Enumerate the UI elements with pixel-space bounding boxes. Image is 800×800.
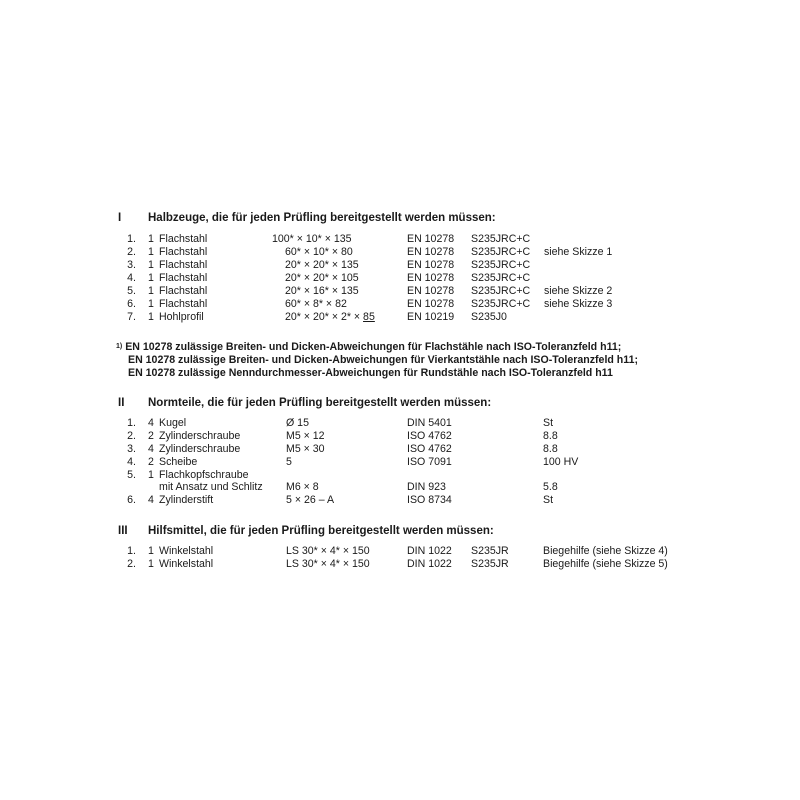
row-quantity: 1 (148, 259, 154, 271)
row-number: 2. (127, 430, 136, 442)
section-2-title: Normteile, die für jeden Prüfling bereitgestellt werden müssen: (148, 397, 492, 409)
row-number: 6. (127, 298, 136, 310)
table-row (0, 558, 800, 571)
row-note: siehe Skizze 2 (544, 285, 613, 297)
row-norm: ISO 4762 (407, 430, 452, 442)
row-name: Zylinderschraube (159, 443, 241, 455)
row-dimension-main: 20* × 20* × 2* × (285, 311, 364, 323)
row-norm: EN 10278 (407, 233, 455, 245)
row-quantity: 1 (148, 298, 154, 310)
row-norm: EN 10278 (407, 298, 455, 310)
footnote-line-2: EN 10278 zulässige Breiten- und Dicken-Abweichungen für Vierkantstähle nach ISO-Toleranzfeld h11; (128, 354, 639, 366)
table-row (0, 481, 800, 494)
row-material: S235JRC+C (471, 259, 531, 271)
row-norm: DIN 1022 (407, 545, 452, 557)
table-row (0, 456, 800, 469)
row-dimension-underlined: 85 (363, 311, 375, 323)
row-norm: EN 10278 (407, 285, 455, 297)
row-grade: 8.8 (543, 430, 558, 442)
row-number: 3. (127, 259, 136, 271)
row-norm: DIN 1022 (407, 558, 452, 570)
row-quantity: 1 (148, 311, 154, 323)
row-dimension: 5 × 26 – A (286, 494, 335, 506)
row-name: Flachstahl (159, 233, 208, 245)
section-1-number: I (118, 212, 122, 224)
row-note: siehe Skizze 1 (544, 246, 613, 258)
table-row (0, 545, 800, 558)
row-dimension: 60* × 8* × 82 (285, 298, 347, 310)
row-name: Hohlprofil (159, 311, 204, 323)
row-number: 5. (127, 469, 136, 481)
row-material: S235JR (471, 545, 509, 557)
row-name: Flachstahl (159, 246, 208, 258)
row-number: 1. (127, 545, 136, 557)
section-1-heading (118, 212, 496, 224)
row-name: Winkelstahl (159, 558, 214, 570)
footnote-mark: 1) (116, 343, 123, 350)
row-quantity: 4 (148, 417, 154, 429)
row-material: S235JRC+C (471, 298, 531, 310)
row-material: S235JR (471, 558, 509, 570)
row-dimension: LS 30* × 4* × 150 (286, 545, 370, 557)
row-note: Biegehilfe (siehe Skizze 4) (543, 545, 668, 557)
row-quantity: 4 (148, 494, 154, 506)
row-name: Zylinderstift (159, 494, 214, 506)
row-name: Scheibe (159, 456, 198, 468)
row-material: S235JRC+C (471, 285, 531, 297)
row-number: 2. (127, 558, 136, 570)
footnote-line-3: EN 10278 zulässige Nenndurchmesser-Abweichungen für Rundstähle nach ISO-Toleranzfeld h11 (128, 367, 613, 379)
row-grade: St (543, 494, 554, 506)
row-norm: EN 10219 (407, 311, 455, 323)
row-name: Flachkopfschraube (159, 469, 249, 481)
row-name: Winkelstahl (159, 545, 214, 557)
row-name-continued: mit Ansatz und Schlitz (159, 481, 263, 493)
table-row (0, 233, 800, 246)
table-row (0, 494, 800, 507)
row-number: 5. (127, 285, 136, 297)
section-3-title: Hilfsmittel, die für jeden Prüfling bereitgestellt werden müssen: (148, 525, 494, 537)
row-name: Kugel (159, 417, 187, 429)
row-dimension: Ø 15 (286, 417, 309, 429)
footnote-text-1: EN 10278 zulässige Breiten- und Dicken-Abweichungen für Flachstähle nach ISO-Toleranzfeld h11; (125, 341, 622, 353)
row-number: 7. (127, 311, 136, 323)
table-row (0, 417, 800, 430)
section-3-heading (118, 525, 494, 537)
section-2-number: II (118, 397, 125, 409)
section-3-number: III (118, 525, 128, 537)
row-dimension: 20* × 20* × 135 (285, 259, 359, 271)
row-dimension: M5 × 12 (286, 430, 325, 442)
row-number: 1. (127, 417, 136, 429)
row-quantity: 1 (148, 272, 154, 284)
table-row (0, 298, 800, 311)
row-norm: ISO 7091 (407, 456, 452, 468)
row-quantity: 4 (148, 443, 154, 455)
table-row (0, 246, 800, 259)
row-dimension: 20* × 16* × 135 (285, 285, 359, 297)
row-norm: DIN 923 (407, 481, 446, 493)
row-name: Flachstahl (159, 259, 208, 271)
row-dimension: LS 30* × 4* × 150 (286, 558, 370, 570)
row-name: Flachstahl (159, 285, 208, 297)
row-grade: 8.8 (543, 443, 558, 455)
row-material: S235JRC+C (471, 233, 531, 245)
row-norm: ISO 8734 (407, 494, 452, 506)
row-dimension: 100* × 10* × 135 (272, 233, 352, 245)
row-quantity: 1 (148, 233, 154, 245)
row-norm: EN 10278 (407, 246, 455, 258)
row-norm: EN 10278 (407, 259, 455, 271)
row-note: Biegehilfe (siehe Skizze 5) (543, 558, 668, 570)
table-row (0, 259, 800, 272)
row-number: 4. (127, 272, 136, 284)
table-row (0, 311, 800, 324)
row-name: Flachstahl (159, 272, 208, 284)
row-number: 2. (127, 246, 136, 258)
row-material: S235J0 (471, 311, 507, 323)
row-material: S235JRC+C (471, 272, 531, 284)
row-note: siehe Skizze 3 (544, 298, 613, 310)
row-grade: St (543, 417, 554, 429)
row-grade: 100 HV (543, 456, 579, 468)
row-quantity: 2 (148, 430, 154, 442)
row-grade: 5.8 (543, 481, 558, 493)
row-name: Zylinderschraube (159, 430, 241, 442)
row-dimension: M5 × 30 (286, 443, 325, 455)
table-row (0, 430, 800, 443)
row-dimension: 60* × 10* × 80 (285, 246, 353, 258)
row-number: 6. (127, 494, 136, 506)
table-row (0, 285, 800, 298)
row-dimension: 20* × 20* × 105 (285, 272, 359, 284)
row-dimension (285, 311, 375, 324)
row-name: Flachstahl (159, 298, 208, 310)
row-number: 4. (127, 456, 136, 468)
row-norm: ISO 4762 (407, 443, 452, 455)
row-norm: EN 10278 (407, 272, 455, 284)
row-material: S235JRC+C (471, 246, 531, 258)
row-quantity: 2 (148, 456, 154, 468)
row-number: 1. (127, 233, 136, 245)
row-number: 3. (127, 443, 136, 455)
row-quantity: 1 (148, 246, 154, 258)
row-quantity: 1 (148, 469, 154, 481)
table-row (0, 272, 800, 285)
table-row (0, 443, 800, 456)
footnote-line-1 (116, 341, 621, 354)
row-quantity: 1 (148, 545, 154, 557)
row-quantity: 1 (148, 558, 154, 570)
row-dimension: 5 (286, 456, 292, 468)
row-norm: DIN 5401 (407, 417, 452, 429)
row-dimension: M6 × 8 (286, 481, 319, 493)
section-1-title: Halbzeuge, die für jeden Prüfling bereitgestellt werden müssen: (148, 212, 496, 224)
row-quantity: 1 (148, 285, 154, 297)
section-2-heading (118, 397, 491, 409)
